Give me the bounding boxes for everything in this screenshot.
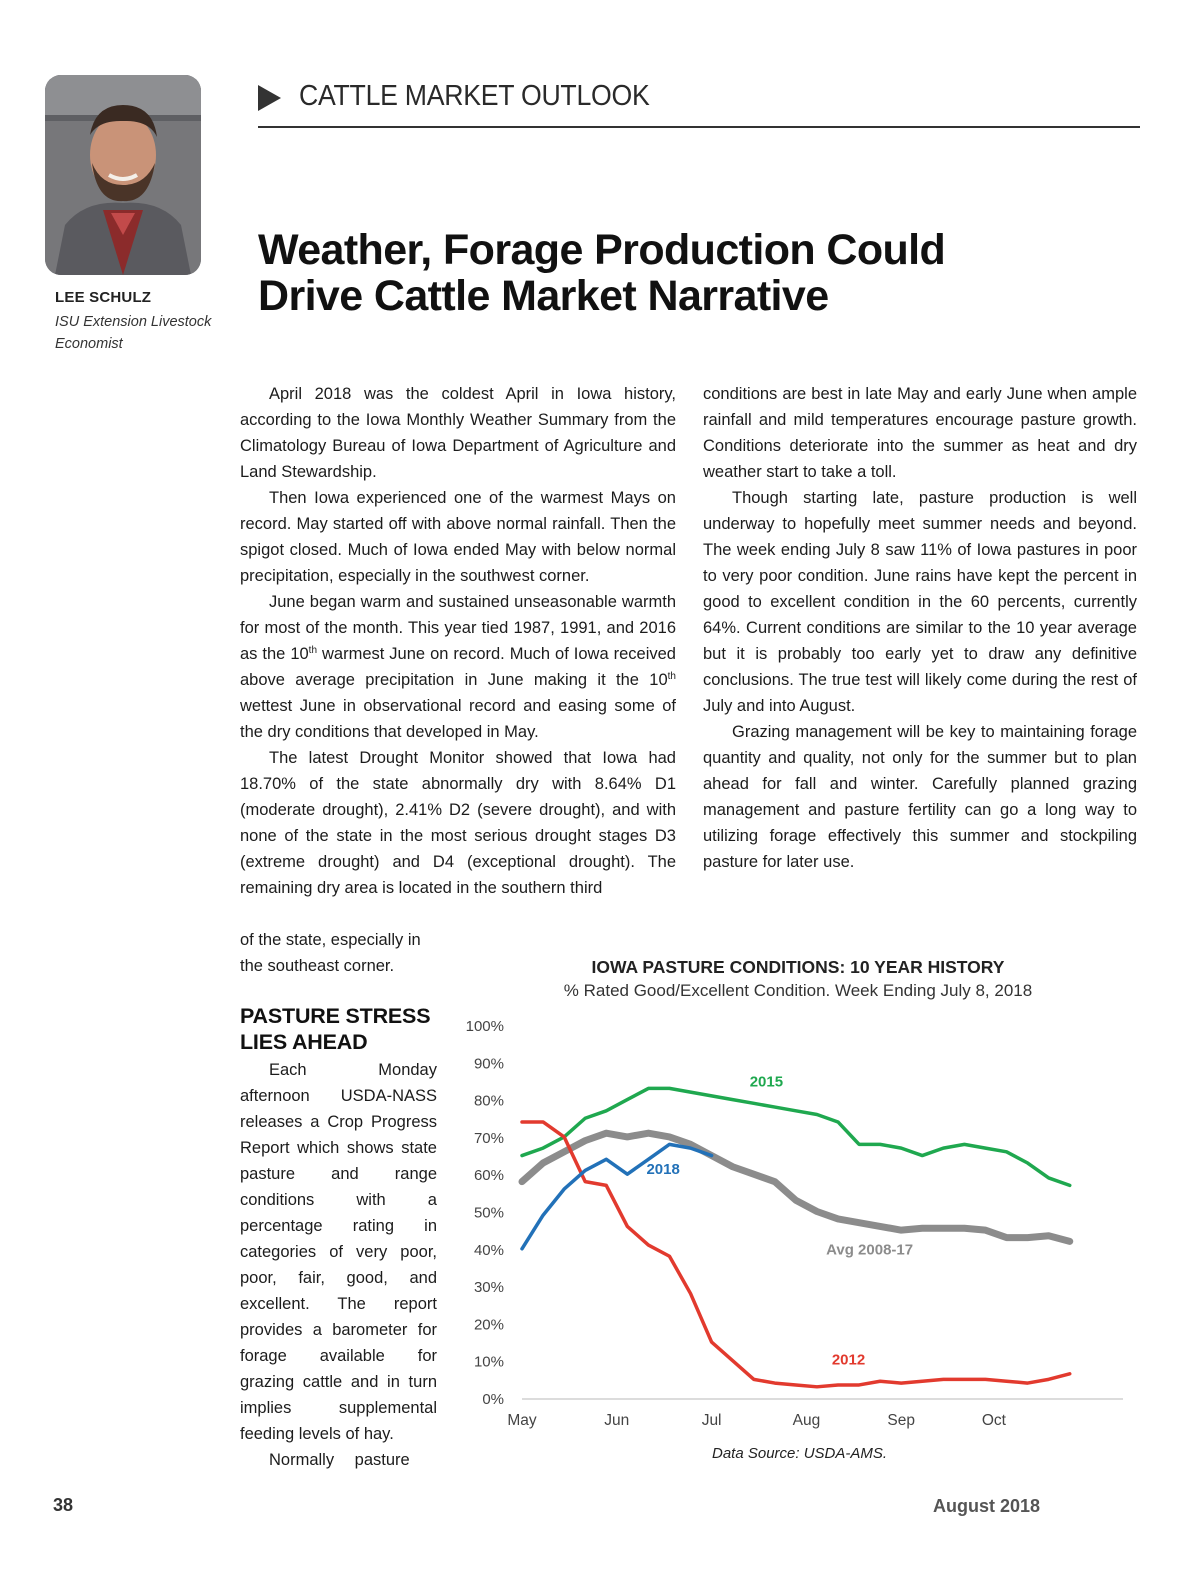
y-tick-label: 0% (482, 1391, 504, 1408)
series-label: 2018 (646, 1161, 680, 1179)
issue-date: August 2018 (933, 1496, 1041, 1516)
paragraph: The latest Drought Monitor showed that Iowa had 18.70% of the state abnormally dry with 8.64% D1 (moderate drought), 2.41% D2 (severe drought), and with none of the state in the most serious drought stages D3 (extreme drought) and D4 (exceptional drought). The remaining dry area is located in the southern third (240, 749, 676, 897)
author-photo (45, 75, 201, 275)
author-title-line2: Economist (55, 336, 123, 352)
x-tick-label: Sep (887, 1412, 916, 1429)
author-title-line1: ISU Extension Livestock (55, 314, 212, 330)
paragraph: conditions are best in late May and early June when ample rainfall and mild temperatures encourage pasture growth. Conditions deteriorate into the summer as heat and dry weather start to take a toll. (703, 385, 1137, 481)
headline-line2: Drive Cattle Market Narrative (258, 272, 829, 320)
y-tick-label: 40% (473, 1241, 504, 1259)
pasture-conditions-chart (455, 1010, 1145, 1440)
paragraph: Then Iowa experienced one of the warmest Mays on record. May started off with above normal rainfall. Then the spigot closed. Much of Iowa ended May with below normal precipitation, especially in the southwest corner. (240, 489, 676, 585)
author-name: LEE SCHULZ (55, 289, 152, 306)
paragraph: Grazing management will be key to maintaining forage quantity and quality, not only for the summer but to plan ahead for fall and winter. Carefully planned grazing management and pasture fertility can go a long way to utilizing forage effectively this summer and stockpiling pasture for later use. (703, 723, 1137, 871)
chart-title: IOWA PASTURE CONDITIONS: 10 YEAR HISTORY (591, 957, 1005, 977)
chart-data-source: Data Source: USDA-AMS. (712, 1445, 888, 1462)
y-tick-label: 70% (473, 1129, 504, 1147)
paragraph: April 2018 was the coldest April in Iowa history, according to the Iowa Monthly Weather Summary from the Climatology Bureau of Iowa Department of Agriculture and Land Stewardship. (240, 385, 676, 481)
x-tick-label: May (507, 1412, 537, 1429)
section-label: CATTLE MARKET OUTLOOK (299, 80, 650, 112)
x-tick-label: Jun (604, 1412, 630, 1429)
y-tick-label: 100% (465, 1018, 504, 1035)
paragraph-tail-line: the southeast corner. (240, 957, 395, 975)
x-tick-label: Aug (792, 1412, 821, 1429)
headline-line1: Weather, Forage Production Could (258, 226, 946, 274)
body-column-narrow (240, 1057, 437, 1473)
author-portrait-illustration (45, 75, 201, 275)
section-subhead: PASTURE STRESS LIES AHEAD (240, 1004, 431, 1054)
paragraph: Each Monday afternoon USDA-NASS releases a Crop Progress Report which shows state pasture and range conditions with a percentage rating in categories of very poor, poor, fair, good, and excellent. The report provides a barometer for forage available for grazing cattle and in turn implies supplemental feeding levels of hay. (240, 1061, 437, 1443)
series-label: Avg 2008-17 (826, 1241, 914, 1259)
y-tick-label: 90% (473, 1055, 504, 1073)
y-tick-label: 20% (473, 1316, 504, 1334)
y-tick-label: 60% (473, 1167, 504, 1185)
paragraph-tail (240, 927, 450, 979)
article-headline (258, 227, 1018, 319)
y-tick-label: 80% (473, 1092, 504, 1110)
author-title (55, 311, 225, 355)
paragraph-tail-line: of the state, especially in (240, 931, 421, 949)
y-tick-label: 30% (473, 1279, 504, 1297)
play-arrow-icon (258, 85, 281, 111)
series-label: 2015 (749, 1073, 784, 1091)
paragraph: Normally pasture (269, 1451, 410, 1469)
chart-subtitle: % Rated Good/Excellent Condition. Week Ending July 8, 2018 (563, 981, 1033, 1000)
body-column-right (703, 381, 1137, 875)
x-tick-label: Oct (981, 1412, 1006, 1429)
paragraph: Though starting late, pasture production is well underway to hopefully meet summer needs and beyond. The week ending July 8 saw 11% of Iowa pastures in poor to very poor condition. June rains have kept the percent in good to excellent condition in the 60 percents, currently 64%. Current conditions are similar to the 10 year average but it is probably too early yet to draw any definitive conclusions. The true test will likely come during the rest of July and into August. (703, 489, 1137, 715)
y-tick-label: 10% (473, 1353, 504, 1371)
section-divider (258, 126, 1140, 128)
page-number: 38 (53, 1495, 74, 1515)
series-label: 2012 (831, 1351, 866, 1369)
body-column-left (240, 381, 676, 901)
y-tick-label: 50% (473, 1204, 504, 1222)
paragraph: June began warm and sustained unseasonable warmth for most of the month. This year tied 1987, 1991, and 2016 as the 10th warmest June on record. Much of Iowa received above average precipitation in June making it the 10th wettest June in observational record and easing some of the dry conditions that developed in May. (240, 593, 676, 741)
x-tick-label: Jul (701, 1412, 722, 1429)
